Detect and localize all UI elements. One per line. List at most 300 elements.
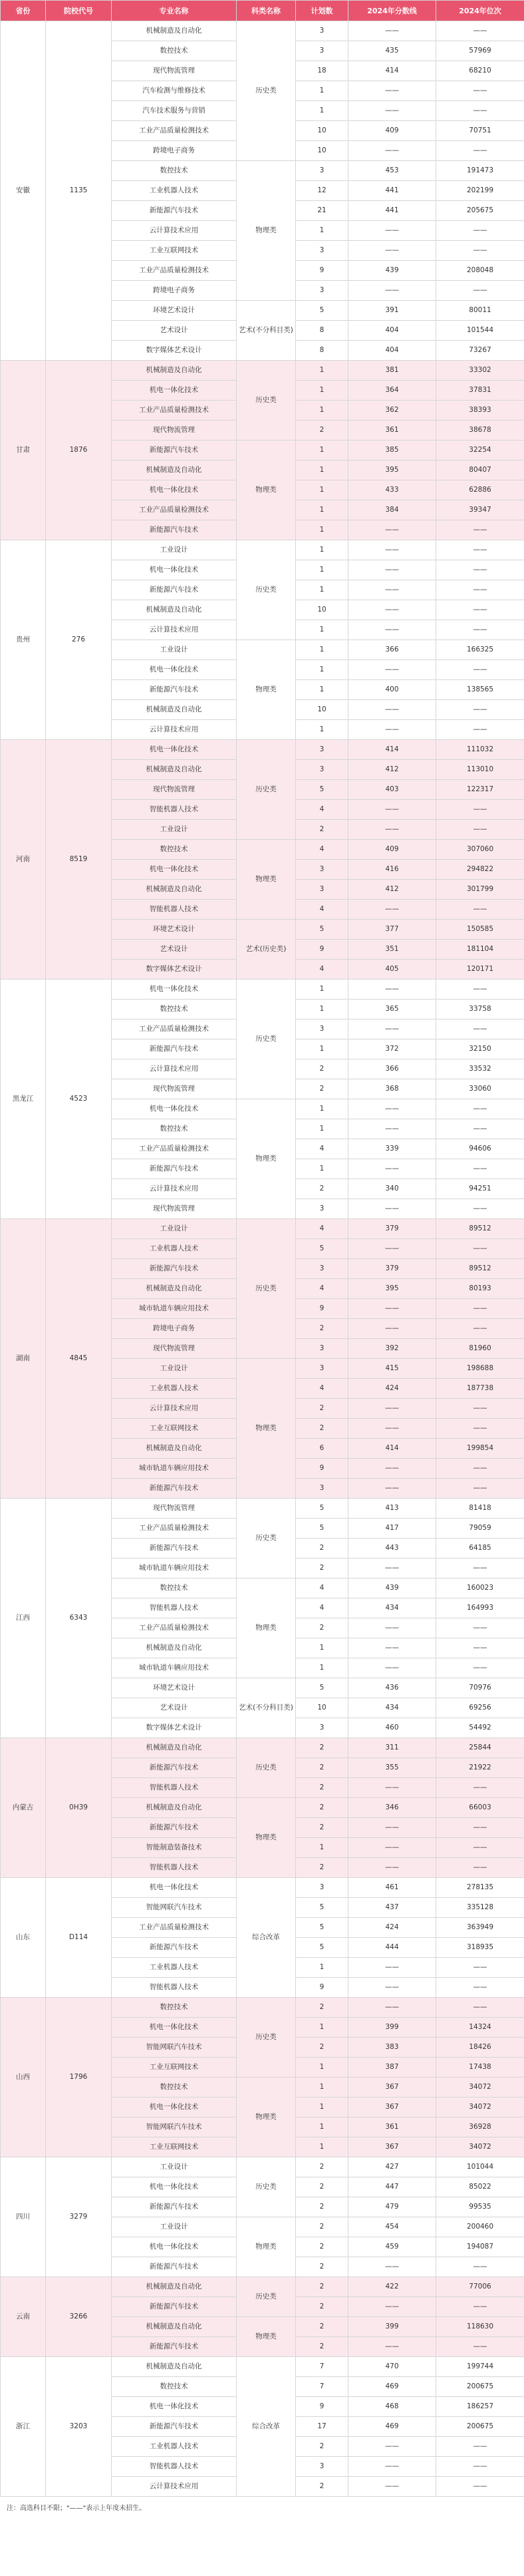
plan-count-cell: 1 bbox=[296, 2117, 348, 2137]
rank-cell: —— bbox=[436, 1399, 524, 1419]
footnote: 注：高选科目不限；"——"表示上年度未招生。 bbox=[7, 2505, 146, 2512]
rank-cell: —— bbox=[436, 820, 524, 840]
subject-cell: 综合改革 bbox=[237, 1878, 296, 1998]
major-cell: 工业产品质量检测技术 bbox=[112, 1139, 237, 1159]
rank-cell: 191473 bbox=[436, 161, 524, 181]
score-cell: —— bbox=[348, 1618, 436, 1638]
rank-cell: 85022 bbox=[436, 2177, 524, 2197]
plan-count-cell: 9 bbox=[296, 1299, 348, 1319]
major-cell: 智能机器人技术 bbox=[112, 1858, 237, 1878]
score-cell: 404 bbox=[348, 321, 436, 341]
plan-count-cell: 3 bbox=[296, 281, 348, 301]
score-cell: 444 bbox=[348, 1938, 436, 1958]
header-major: 专业名称 bbox=[112, 1, 237, 21]
major-cell: 新能源汽车技术 bbox=[112, 1758, 237, 1778]
rank-cell: —— bbox=[436, 2297, 524, 2317]
rank-cell: 200675 bbox=[436, 2417, 524, 2437]
subject-cell: 物理类 bbox=[237, 840, 296, 920]
plan-count-cell: 10 bbox=[296, 121, 348, 141]
plan-count-cell: 5 bbox=[296, 1918, 348, 1938]
plan-count-cell: 1 bbox=[296, 1958, 348, 1978]
rank-cell: —— bbox=[436, 1658, 524, 1678]
plan-count-cell: 1 bbox=[296, 1000, 348, 1019]
score-cell: 415 bbox=[348, 1359, 436, 1379]
major-cell: 云计算技术应用 bbox=[112, 1399, 237, 1419]
rank-cell: —— bbox=[436, 1199, 524, 1219]
major-cell: 机械制造及自动化 bbox=[112, 2357, 237, 2377]
subject-cell: 历史类 bbox=[237, 1499, 296, 1578]
rank-cell: 64185 bbox=[436, 1539, 524, 1559]
score-cell: 395 bbox=[348, 1279, 436, 1299]
score-cell: —— bbox=[348, 1239, 436, 1259]
rank-cell: 198688 bbox=[436, 1359, 524, 1379]
plan-count-cell: 2 bbox=[296, 1419, 348, 1439]
plan-count-cell: 9 bbox=[296, 940, 348, 960]
rank-cell: 187738 bbox=[436, 1379, 524, 1399]
rank-cell: 208048 bbox=[436, 261, 524, 281]
rank-cell: —— bbox=[436, 1618, 524, 1638]
score-cell: —— bbox=[348, 600, 436, 620]
rank-cell: 66003 bbox=[436, 1798, 524, 1818]
subject-cell: 综合改革 bbox=[237, 2357, 296, 2497]
score-cell: 441 bbox=[348, 201, 436, 221]
major-cell: 工业产品质量检测技术 bbox=[112, 401, 237, 421]
plan-count-cell: 2 bbox=[296, 2477, 348, 2497]
major-cell: 工业机器人技术 bbox=[112, 1379, 237, 1399]
rank-cell: 33758 bbox=[436, 1000, 524, 1019]
rank-cell: 57969 bbox=[436, 41, 524, 61]
province-cell: 云南 bbox=[1, 2277, 46, 2357]
score-cell: 435 bbox=[348, 41, 436, 61]
score-cell: 437 bbox=[348, 1898, 436, 1918]
rank-cell: —— bbox=[436, 1998, 524, 2018]
rank-cell: 164993 bbox=[436, 1598, 524, 1618]
plan-count-cell: 1 bbox=[296, 1638, 348, 1658]
plan-count-cell: 2 bbox=[296, 1319, 348, 1339]
rank-cell: 199744 bbox=[436, 2357, 524, 2377]
plan-count-cell: 3 bbox=[296, 1718, 348, 1738]
plan-count-cell: 3 bbox=[296, 2457, 348, 2477]
score-cell: —— bbox=[348, 520, 436, 540]
plan-count-cell: 17 bbox=[296, 2417, 348, 2437]
rank-cell: 54492 bbox=[436, 1718, 524, 1738]
major-cell: 数控技术 bbox=[112, 1578, 237, 1598]
score-cell: 395 bbox=[348, 460, 436, 480]
table-body bbox=[1, 21, 524, 2497]
plan-count-cell: 4 bbox=[296, 1379, 348, 1399]
major-cell: 工业产品质量检测技术 bbox=[112, 1019, 237, 1039]
rank-cell: 81960 bbox=[436, 1339, 524, 1359]
score-cell: —— bbox=[348, 1019, 436, 1039]
major-cell: 跨境电子商务 bbox=[112, 1319, 237, 1339]
score-cell: —— bbox=[348, 1299, 436, 1319]
major-cell: 工业设计 bbox=[112, 1359, 237, 1379]
score-cell: —— bbox=[348, 141, 436, 161]
rank-cell: 33302 bbox=[436, 361, 524, 381]
plan-count-cell: 7 bbox=[296, 2357, 348, 2377]
plan-count-cell: 1 bbox=[296, 640, 348, 660]
rank-cell: —— bbox=[436, 2457, 524, 2477]
rank-cell: 307060 bbox=[436, 840, 524, 860]
major-cell: 新能源汽车技术 bbox=[112, 1479, 237, 1499]
province-cell: 安徽 bbox=[1, 21, 46, 361]
plan-count-cell: 1 bbox=[296, 101, 348, 121]
school-code-cell: 6343 bbox=[46, 1499, 112, 1738]
rank-cell: —— bbox=[436, 980, 524, 1000]
score-cell: 439 bbox=[348, 1578, 436, 1598]
rank-cell: —— bbox=[436, 700, 524, 720]
score-cell: 443 bbox=[348, 1539, 436, 1559]
plan-count-cell: 1 bbox=[296, 680, 348, 700]
subject-cell: 艺术(不分科目类) bbox=[237, 301, 296, 361]
rank-cell: —— bbox=[436, 1159, 524, 1179]
rank-cell: 62886 bbox=[436, 480, 524, 500]
rank-cell: 150585 bbox=[436, 920, 524, 940]
score-cell: 427 bbox=[348, 2157, 436, 2177]
score-cell: —— bbox=[348, 540, 436, 560]
rank-cell: 205675 bbox=[436, 201, 524, 221]
score-cell: 339 bbox=[348, 1139, 436, 1159]
plan-count-cell: 2 bbox=[296, 2277, 348, 2297]
major-cell: 智能网联汽车技术 bbox=[112, 1898, 237, 1918]
plan-count-cell: 2 bbox=[296, 1758, 348, 1778]
rank-cell: —— bbox=[436, 281, 524, 301]
plan-count-cell: 5 bbox=[296, 1499, 348, 1519]
rank-cell: 32254 bbox=[436, 441, 524, 460]
plan-count-cell: 2 bbox=[296, 2317, 348, 2337]
score-cell: —— bbox=[348, 2257, 436, 2277]
major-cell: 机电一体化技术 bbox=[112, 1878, 237, 1898]
major-cell: 机械制造及自动化 bbox=[112, 1279, 237, 1299]
rank-cell: —— bbox=[436, 2437, 524, 2457]
score-cell: 372 bbox=[348, 1039, 436, 1059]
score-cell: —— bbox=[348, 1658, 436, 1678]
table-row bbox=[1, 1219, 524, 1239]
major-cell: 城市轨道车辆应用技术 bbox=[112, 1459, 237, 1479]
major-cell: 机电一体化技术 bbox=[112, 480, 237, 500]
plan-count-cell: 1 bbox=[296, 1039, 348, 1059]
plan-count-cell: 8 bbox=[296, 341, 348, 361]
major-cell: 数控技术 bbox=[112, 2377, 237, 2397]
major-cell: 机械制造及自动化 bbox=[112, 760, 237, 780]
major-cell: 工业产品质量检测技术 bbox=[112, 1918, 237, 1938]
rank-cell: —— bbox=[436, 540, 524, 560]
major-cell: 数控技术 bbox=[112, 41, 237, 61]
major-cell: 云计算技术应用 bbox=[112, 620, 237, 640]
score-cell: —— bbox=[348, 1858, 436, 1878]
plan-count-cell: 1 bbox=[296, 720, 348, 740]
rank-cell: —— bbox=[436, 1119, 524, 1139]
major-cell: 新能源汽车技术 bbox=[112, 1539, 237, 1559]
major-cell: 机械制造及自动化 bbox=[112, 361, 237, 381]
major-cell: 机电一体化技术 bbox=[112, 560, 237, 580]
score-cell: 379 bbox=[348, 1219, 436, 1239]
rank-cell: 36928 bbox=[436, 2117, 524, 2137]
major-cell: 新能源汽车技术 bbox=[112, 1938, 237, 1958]
rank-cell: 113010 bbox=[436, 760, 524, 780]
rank-cell: —— bbox=[436, 1838, 524, 1858]
score-cell: —— bbox=[348, 1399, 436, 1419]
major-cell: 艺术设计 bbox=[112, 321, 237, 341]
school-code-cell: 3203 bbox=[46, 2357, 112, 2497]
rank-cell: —— bbox=[436, 560, 524, 580]
rank-cell: 80407 bbox=[436, 460, 524, 480]
plan-count-cell: 3 bbox=[296, 1259, 348, 1279]
plan-count-cell: 1 bbox=[296, 441, 348, 460]
school-code-cell: 4845 bbox=[46, 1219, 112, 1499]
score-cell: 366 bbox=[348, 640, 436, 660]
plan-count-cell: 2 bbox=[296, 2437, 348, 2457]
subject-cell: 物理类 bbox=[237, 1359, 296, 1499]
plan-count-cell: 2 bbox=[296, 2177, 348, 2197]
plan-count-cell: 4 bbox=[296, 960, 348, 980]
plan-count-cell: 5 bbox=[296, 920, 348, 940]
plan-count-cell: 2 bbox=[296, 1998, 348, 2018]
major-cell: 智能机器人技术 bbox=[112, 800, 237, 820]
major-cell: 机械制造及自动化 bbox=[112, 21, 237, 41]
score-cell: 413 bbox=[348, 1499, 436, 1519]
score-cell: 434 bbox=[348, 1598, 436, 1618]
score-cell: 417 bbox=[348, 1519, 436, 1539]
score-cell: —— bbox=[348, 1778, 436, 1798]
score-cell: 399 bbox=[348, 2018, 436, 2038]
major-cell: 工业产品质量检测技术 bbox=[112, 1519, 237, 1539]
score-cell: 391 bbox=[348, 301, 436, 321]
plan-count-cell: 18 bbox=[296, 61, 348, 81]
major-cell: 新能源汽车技术 bbox=[112, 2417, 237, 2437]
score-cell: 387 bbox=[348, 2058, 436, 2078]
subject-cell: 物理类 bbox=[237, 161, 296, 301]
score-cell: 367 bbox=[348, 2078, 436, 2098]
plan-count-cell: 5 bbox=[296, 1898, 348, 1918]
table-row bbox=[1, 21, 524, 41]
score-cell: —— bbox=[348, 1978, 436, 1998]
major-cell: 工业机器人技术 bbox=[112, 1958, 237, 1978]
plan-count-cell: 2 bbox=[296, 1818, 348, 1838]
score-cell: —— bbox=[348, 101, 436, 121]
plan-count-cell: 9 bbox=[296, 2397, 348, 2417]
major-cell: 跨境电子商务 bbox=[112, 281, 237, 301]
score-cell: —— bbox=[348, 81, 436, 101]
plan-count-cell: 1 bbox=[296, 81, 348, 101]
plan-count-cell: 4 bbox=[296, 1578, 348, 1598]
major-cell: 工业设计 bbox=[112, 540, 237, 560]
score-cell: —— bbox=[348, 800, 436, 820]
rank-cell: 80011 bbox=[436, 301, 524, 321]
rank-cell: 38393 bbox=[436, 401, 524, 421]
plan-count-cell: 2 bbox=[296, 2337, 348, 2357]
major-cell: 跨境电子商务 bbox=[112, 141, 237, 161]
rank-cell: —— bbox=[436, 21, 524, 41]
score-cell: 436 bbox=[348, 1678, 436, 1698]
score-cell: —— bbox=[348, 21, 436, 41]
major-cell: 云计算技术应用 bbox=[112, 720, 237, 740]
score-cell: —— bbox=[348, 560, 436, 580]
major-cell: 新能源汽车技术 bbox=[112, 1039, 237, 1059]
rank-cell: 186257 bbox=[436, 2397, 524, 2417]
score-cell: —— bbox=[348, 281, 436, 301]
score-cell: 453 bbox=[348, 161, 436, 181]
major-cell: 艺术设计 bbox=[112, 1698, 237, 1718]
province-cell: 江西 bbox=[1, 1499, 46, 1738]
rank-cell: 38678 bbox=[436, 421, 524, 441]
score-cell: 383 bbox=[348, 2038, 436, 2058]
school-code-cell: 3266 bbox=[46, 2277, 112, 2357]
score-cell: 468 bbox=[348, 2397, 436, 2417]
plan-count-cell: 10 bbox=[296, 600, 348, 620]
plan-count-cell: 4 bbox=[296, 1139, 348, 1159]
plan-count-cell: 2 bbox=[296, 1858, 348, 1878]
rank-cell: 69256 bbox=[436, 1698, 524, 1718]
rank-cell: 278135 bbox=[436, 1878, 524, 1898]
plan-count-cell: 6 bbox=[296, 1439, 348, 1459]
score-cell: —— bbox=[348, 241, 436, 261]
rank-cell: 160023 bbox=[436, 1578, 524, 1598]
plan-count-cell: 1 bbox=[296, 2058, 348, 2078]
rank-cell: 70751 bbox=[436, 121, 524, 141]
rank-cell: —— bbox=[436, 1638, 524, 1658]
major-cell: 机械制造及自动化 bbox=[112, 460, 237, 480]
rank-cell: —— bbox=[436, 1419, 524, 1439]
plan-count-cell: 2 bbox=[296, 1539, 348, 1559]
plan-count-cell: 3 bbox=[296, 1479, 348, 1499]
plan-count-cell: 1 bbox=[296, 1838, 348, 1858]
table-row bbox=[1, 1499, 524, 1519]
subject-cell: 物理类 bbox=[237, 640, 296, 740]
score-cell: —— bbox=[348, 1958, 436, 1978]
major-cell: 机电一体化技术 bbox=[112, 660, 237, 680]
subject-cell: 艺术(历史类) bbox=[237, 920, 296, 980]
major-cell: 云计算技术应用 bbox=[112, 221, 237, 241]
subject-cell: 历史类 bbox=[237, 1219, 296, 1359]
major-cell: 数字媒体艺术设计 bbox=[112, 960, 237, 980]
school-code-cell: 0H39 bbox=[46, 1738, 112, 1878]
rank-cell: —— bbox=[436, 241, 524, 261]
plan-count-cell: 1 bbox=[296, 580, 348, 600]
score-cell: 362 bbox=[348, 401, 436, 421]
plan-count-cell: 2 bbox=[296, 2217, 348, 2237]
rank-cell: —— bbox=[436, 2337, 524, 2357]
rank-cell: 73267 bbox=[436, 341, 524, 361]
score-cell: 409 bbox=[348, 840, 436, 860]
rank-cell: —— bbox=[436, 1019, 524, 1039]
plan-count-cell: 1 bbox=[296, 500, 348, 520]
plan-count-cell: 9 bbox=[296, 1978, 348, 1998]
rank-cell: 118630 bbox=[436, 2317, 524, 2337]
plan-count-cell: 2 bbox=[296, 2297, 348, 2317]
rank-cell: 81418 bbox=[436, 1499, 524, 1519]
rank-cell: —— bbox=[436, 1319, 524, 1339]
major-cell: 工业产品质量检测技术 bbox=[112, 121, 237, 141]
school-code-cell: 276 bbox=[46, 540, 112, 740]
major-cell: 环境艺术设计 bbox=[112, 920, 237, 940]
rank-cell: 101044 bbox=[436, 2157, 524, 2177]
score-cell: 361 bbox=[348, 2117, 436, 2137]
plan-count-cell: 3 bbox=[296, 860, 348, 880]
plan-count-cell: 7 bbox=[296, 2377, 348, 2397]
plan-count-cell: 4 bbox=[296, 1279, 348, 1299]
rank-cell: —— bbox=[436, 1778, 524, 1798]
subject-cell: 历史类 bbox=[237, 980, 296, 1099]
header-subject: 科类名称 bbox=[237, 1, 296, 21]
score-cell: —— bbox=[348, 1419, 436, 1439]
rank-cell: 202199 bbox=[436, 181, 524, 201]
major-cell: 数字媒体艺术设计 bbox=[112, 341, 237, 361]
major-cell: 工业设计 bbox=[112, 640, 237, 660]
table-row bbox=[1, 1998, 524, 2018]
major-cell: 智能机器人技术 bbox=[112, 1978, 237, 1998]
table-row bbox=[1, 980, 524, 1000]
score-cell: 454 bbox=[348, 2217, 436, 2237]
major-cell: 机电一体化技术 bbox=[112, 2098, 237, 2117]
plan-count-cell: 2 bbox=[296, 1798, 348, 1818]
score-cell: 368 bbox=[348, 1079, 436, 1099]
major-cell: 工业互联网技术 bbox=[112, 2137, 237, 2157]
score-cell: 405 bbox=[348, 960, 436, 980]
plan-count-cell: 2 bbox=[296, 1079, 348, 1099]
rank-cell: 18426 bbox=[436, 2038, 524, 2058]
plan-count-cell: 1 bbox=[296, 480, 348, 500]
plan-count-cell: 2 bbox=[296, 2197, 348, 2217]
score-cell: 439 bbox=[348, 261, 436, 281]
score-cell: —— bbox=[348, 2297, 436, 2317]
score-cell: 385 bbox=[348, 441, 436, 460]
plan-count-cell: 3 bbox=[296, 1878, 348, 1898]
rank-cell: 166325 bbox=[436, 640, 524, 660]
score-cell: 364 bbox=[348, 381, 436, 401]
subject-cell: 历史类 bbox=[237, 540, 296, 640]
plan-count-cell: 1 bbox=[296, 560, 348, 580]
rank-cell: 70976 bbox=[436, 1678, 524, 1698]
score-cell: 479 bbox=[348, 2197, 436, 2217]
subject-cell: 物理类 bbox=[237, 1578, 296, 1678]
score-cell: 433 bbox=[348, 480, 436, 500]
plan-count-cell: 3 bbox=[296, 740, 348, 760]
rank-cell: —— bbox=[436, 1858, 524, 1878]
plan-count-cell: 1 bbox=[296, 460, 348, 480]
rank-cell: 335128 bbox=[436, 1898, 524, 1918]
major-cell: 工业机器人技术 bbox=[112, 2437, 237, 2457]
rank-cell: 181104 bbox=[436, 940, 524, 960]
score-cell: —— bbox=[348, 1998, 436, 2018]
rank-cell: —— bbox=[436, 101, 524, 121]
plan-count-cell: 5 bbox=[296, 301, 348, 321]
rank-cell: 32150 bbox=[436, 1039, 524, 1059]
score-cell: —— bbox=[348, 1479, 436, 1499]
rank-cell: 17438 bbox=[436, 2058, 524, 2078]
plan-count-cell: 2 bbox=[296, 820, 348, 840]
plan-count-cell: 10 bbox=[296, 141, 348, 161]
rank-cell: —— bbox=[436, 1818, 524, 1838]
rank-cell: —— bbox=[436, 520, 524, 540]
rank-cell: 111032 bbox=[436, 740, 524, 760]
major-cell: 数控技术 bbox=[112, 1119, 237, 1139]
rank-cell: —— bbox=[436, 81, 524, 101]
rank-cell: 318935 bbox=[436, 1938, 524, 1958]
major-cell: 机械制造及自动化 bbox=[112, 1798, 237, 1818]
plan-count-cell: 4 bbox=[296, 1598, 348, 1618]
score-cell: —— bbox=[348, 900, 436, 920]
plan-count-cell: 4 bbox=[296, 840, 348, 860]
score-cell: —— bbox=[348, 980, 436, 1000]
subject-cell: 物理类 bbox=[237, 441, 296, 540]
major-cell: 工业设计 bbox=[112, 820, 237, 840]
rank-cell: —— bbox=[436, 620, 524, 640]
table-row bbox=[1, 540, 524, 560]
major-cell: 新能源汽车技术 bbox=[112, 680, 237, 700]
major-cell: 智能制造装备技术 bbox=[112, 1838, 237, 1858]
province-cell: 浙江 bbox=[1, 2357, 46, 2497]
